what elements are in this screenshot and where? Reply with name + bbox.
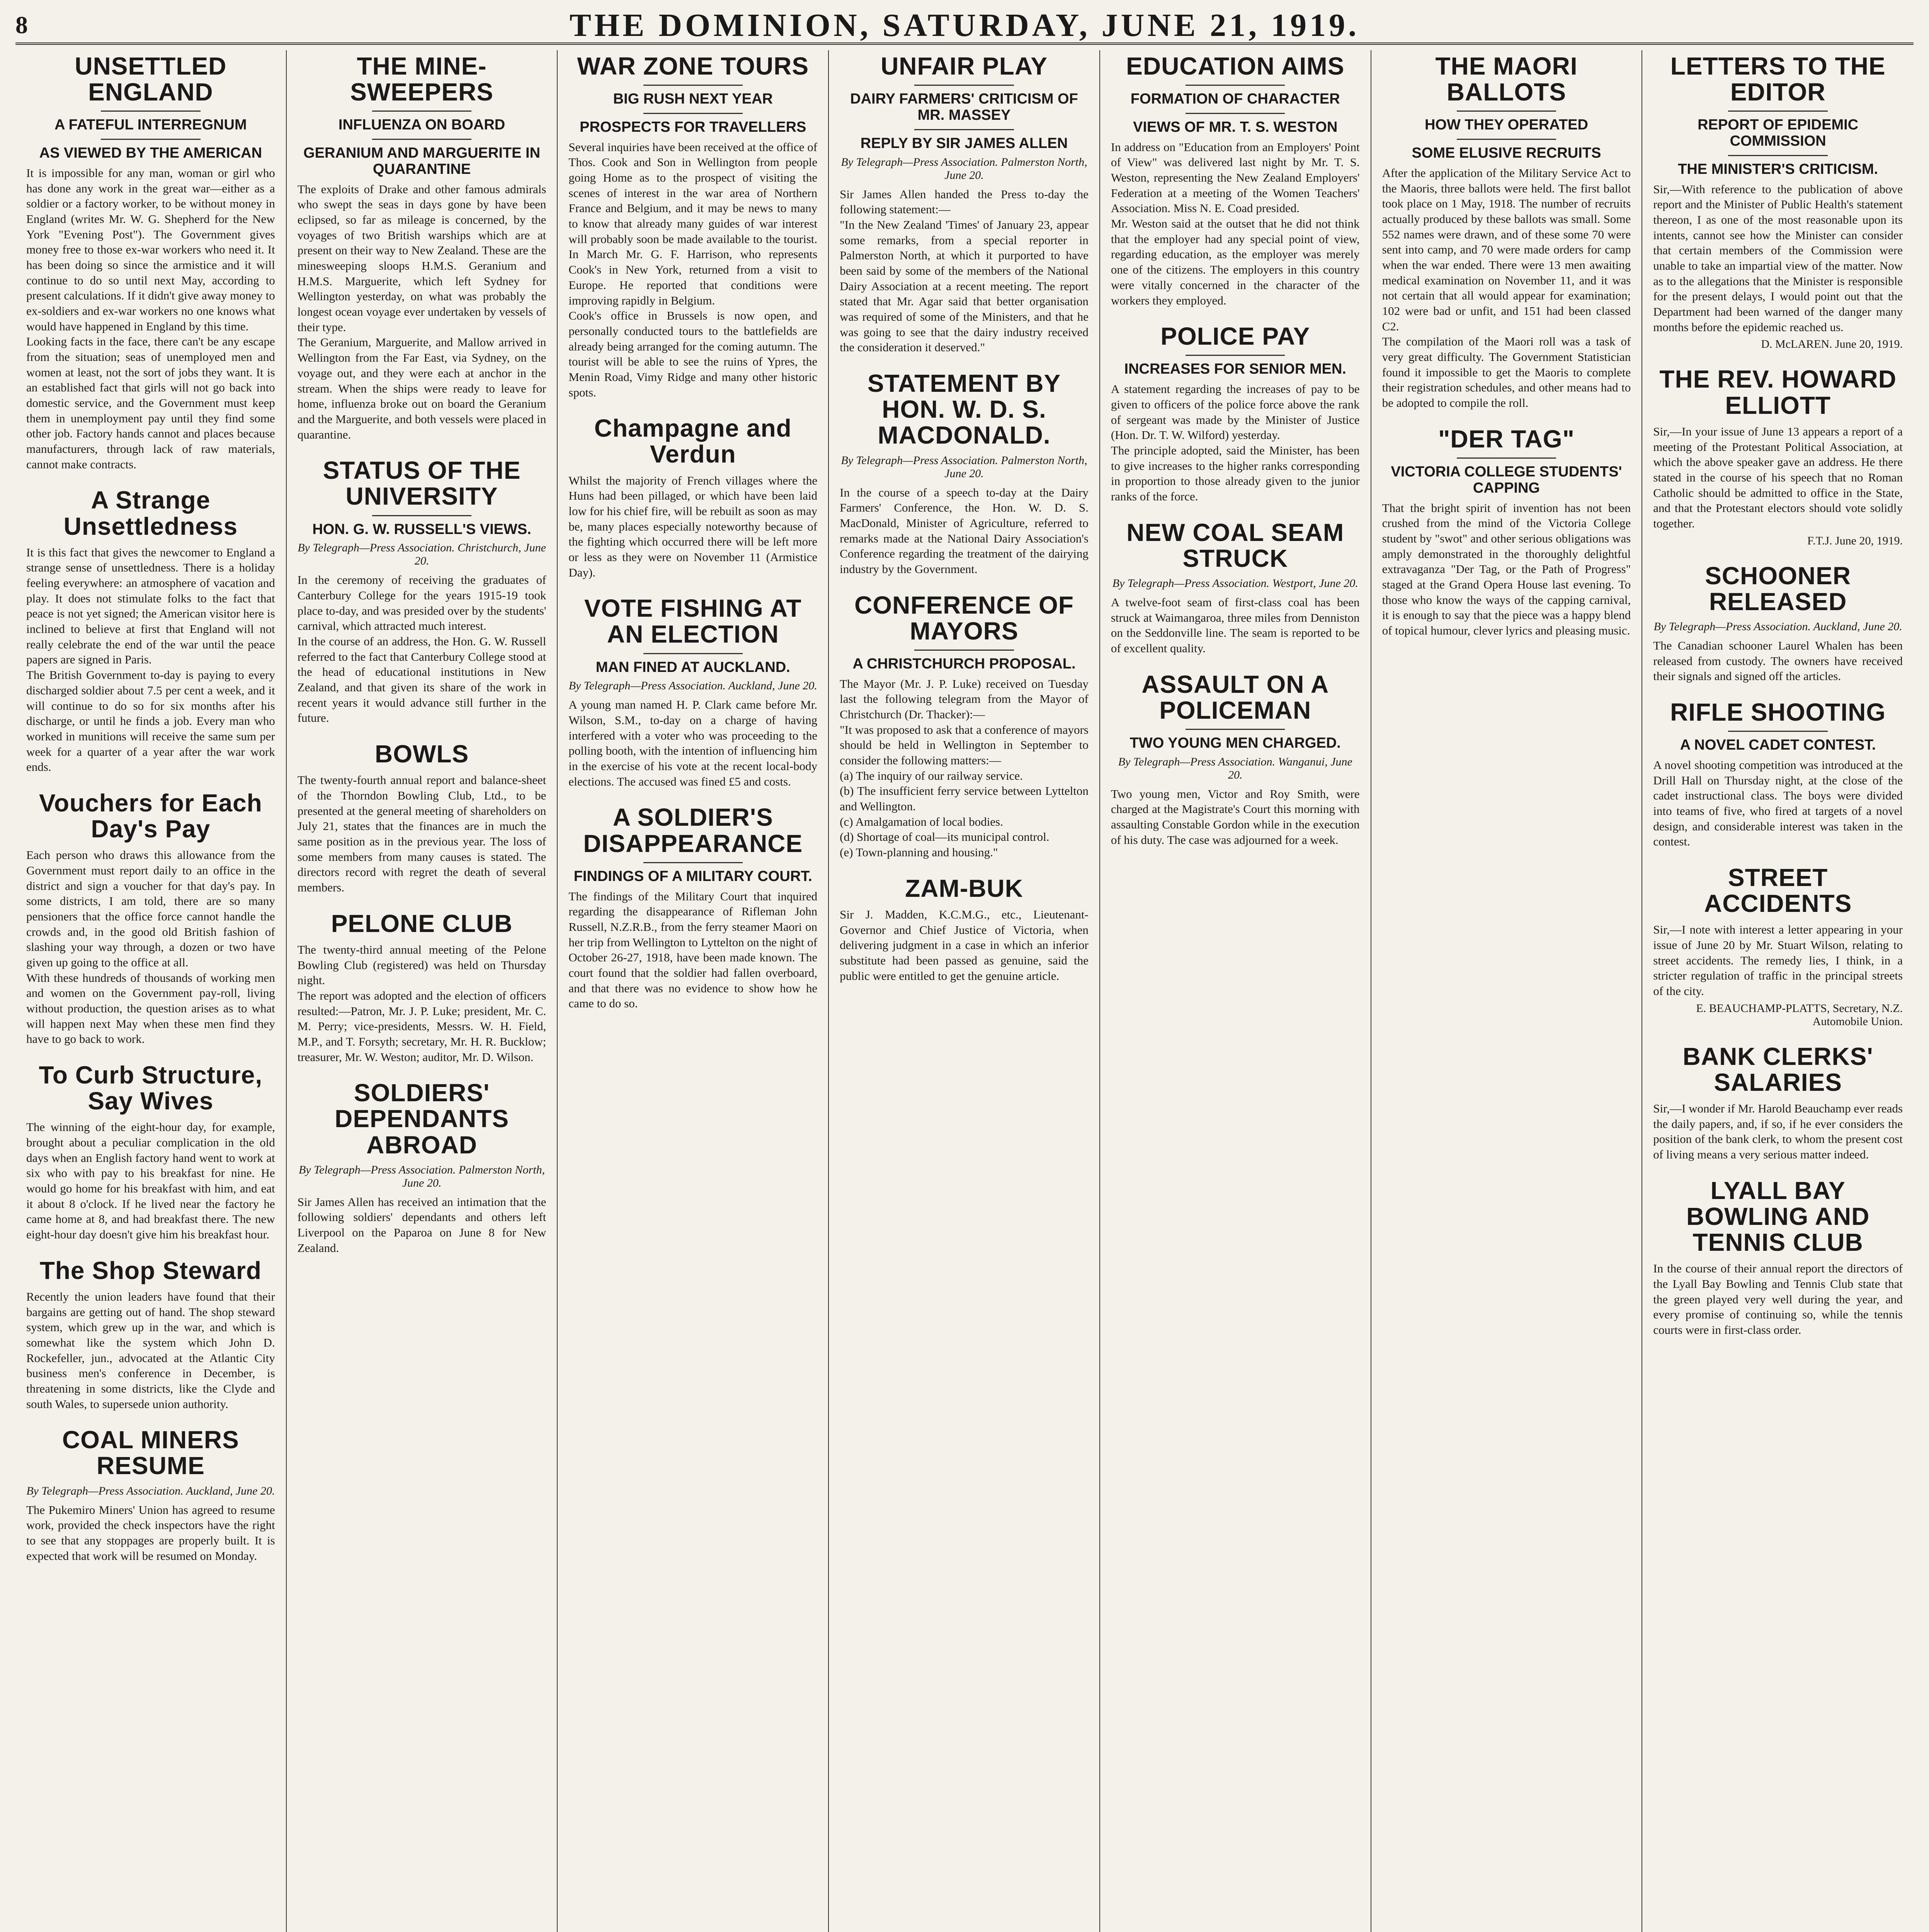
divider	[1186, 355, 1285, 356]
article	[1653, 1178, 1903, 1338]
headline: NEW COAL SEAM STRUCK	[1126, 518, 1344, 572]
article-body: Sir,—I wonder if Mr. Harold Beauchamp ever reads the daily papers, and, if so, if he ever considers the position of the bank clerk, to whom the present cost of living means a very serious matter indeed.	[1653, 1102, 1903, 1162]
headline: WAR ZONE TOURS	[577, 52, 809, 80]
divider	[101, 139, 200, 140]
article-body: Sir,—In your issue of June 13 appears a report of a meeting of the Protestant Political Association, at which the above speaker gave an address. He there stated in the course of his speech that no Roman Catholic should be admitted to office in the State, and that the Protestant electors should vote solidly together.	[1653, 424, 1903, 530]
headline: A SOLDIER'S DISAPPEARANCE	[583, 803, 803, 857]
byline: By Telegraph—Press Association. Auckland, June 20.	[26, 1484, 275, 1497]
subheading: FINDINGS OF A MILITARY COURT.	[573, 868, 812, 884]
article-body: Each person who draws this allowance from the Government must report daily to an office in the district and sign a voucher for that day's pay. In some districts, I am told, there are so many pensioners that the office force cannot handle the crowds and, in the good old British fashion of slashing your way through, a dozen or two have given up going to the office at all. With these hundreds of thousands of working men and women on the Government pay-roll, living without production, the question arises as to what will happen next May when these men find they have to go back to work.	[26, 848, 275, 1046]
divider	[643, 653, 743, 654]
headline: LETTERS TO THE EDITOR	[1670, 52, 1886, 106]
article-body: That the bright spirit of invention has not been crushed from the mind of the Victoria College student by "swot" and other serious obligations was amply demonstrated in the thoroughly delightful extravaganza "Der Tag, or the Path of Progress" staged at the Grand Opera House last evening. To those who know the ways of the capping carnival, it is enough to say that the piece was a happy blend of topical humour, clever lyrics and pleasing music.	[1382, 501, 1631, 637]
subheading: MAN FINED AT AUCKLAND.	[595, 659, 790, 675]
headline: The Shop Steward	[39, 1256, 262, 1284]
headline: POLICE PAY	[1160, 322, 1310, 350]
article	[840, 592, 1089, 860]
divider	[372, 139, 471, 140]
article-body: Sir James Allen has received an intimation that the following soldiers' dependants and others left Liverpool on the Paparoa on June 8 for New Zealand.	[297, 1195, 546, 1255]
subheading: A CHRISTCHURCH PROPOSAL.	[852, 655, 1076, 672]
headline: STATUS OF THE UNIVERSITY	[323, 456, 521, 510]
headline: COAL MINERS RESUME	[62, 1426, 239, 1480]
subheading: GERANIUM AND MARGUERITE IN QUARANTINE	[303, 145, 541, 177]
column-5	[1100, 50, 1371, 1932]
article	[1653, 366, 1903, 547]
headline: SOLDIERS' DEPENDANTS ABROAD	[335, 1079, 509, 1159]
byline: By Telegraph—Press Association. Auckland, June 20.	[1653, 620, 1902, 633]
article-body: Sir J. Madden, K.C.M.G., etc., Lieutenant-Governor and Chief Justice of Victoria, when delivering judgment in a case in which an inferior substitute had been passed as genuine, said the public were entitled to get the genuine article.	[840, 907, 1089, 983]
article	[1653, 865, 1903, 1028]
headline: Champagne and Verdun	[594, 414, 792, 468]
divider	[1186, 729, 1285, 730]
article	[1111, 520, 1360, 656]
headline: "DER TAG"	[1438, 425, 1575, 453]
headline: THE MINE-SWEEPERS	[350, 52, 493, 106]
article	[26, 1427, 275, 1563]
newspaper-title: THE DOMINION, SATURDAY, JUNE 21, 1919.	[569, 7, 1360, 43]
subheading: INCREASES FOR SENIOR MEN.	[1124, 361, 1346, 378]
headline: CONFERENCE OF MAYORS	[854, 591, 1074, 645]
subheading: VIEWS OF MR. T. S. WESTON	[1133, 119, 1338, 135]
divider	[914, 650, 1014, 651]
article	[1111, 672, 1360, 848]
article	[840, 53, 1089, 355]
article-body: Sir James Allen handed the Press to-day the following statement:— "In the New Zealand 'Times' of January 23, appear some remarks, from a special reporter in Palmerston North, at which it purported to have been said by some of the members of the National Dairy Association at a recent meeting. The report stated that Mr. Agar said that better organisation was required of some of the Ministers, and that he was going to see that the dairy industry received the consideration it deserved."	[840, 187, 1089, 354]
headline: A Strange Unsettledness	[63, 486, 238, 540]
article	[568, 595, 817, 789]
headline: To Curb Structure, Say Wives	[39, 1061, 263, 1115]
divider	[643, 862, 743, 863]
divider	[1728, 155, 1828, 156]
subheading: AS VIEWED BY THE AMERICAN	[39, 145, 262, 162]
byline: By Telegraph—Press Association. Westport, June 20.	[1112, 577, 1358, 590]
headline: BOWLS	[374, 740, 469, 768]
article-body: A statement regarding the increases of pay to be given to officers of the police force above the rank of sergeant was made by the Minister of Justice (Hon. Dr. T. W. Wilford) yesterday. The principle adopted, said the Minister, has been to give increases to the higher ranks corresponding in proportion to those already given to the junior ranks of the force.	[1111, 382, 1360, 503]
divider	[101, 111, 200, 112]
article-body: The findings of the Military Court that inquired regarding the disappearance of Rifleman John Russell, N.Z.R.B., from the ferry steamer Maori on her trip from Wellington to Lyttelton on the night of October 26-27, 1918, have been made known. The court found that the soldier had fallen overboard, and that there was no evidence to show how he came to do so.	[568, 889, 818, 1010]
article-body: Whilst the majority of French villages where the Huns had been pillaged, or which have been laid low for his chief fire, will be rebuilt as soon as may be, many places especially noteworthy because of the fighting which occurred there will be left more or less as they were on November 11 (Armistice Day).	[568, 473, 818, 579]
column-4	[829, 50, 1100, 1932]
column-1	[15, 50, 287, 1932]
subheading: HOW THEY OPERATED	[1424, 117, 1588, 133]
byline: By Telegraph—Press Association. Auckland, June 20.	[568, 679, 817, 692]
divider	[1728, 111, 1828, 112]
subheading: BIG RUSH NEXT YEAR	[613, 91, 773, 107]
byline: By Telegraph—Press Association. Wanganui, June 20.	[1118, 755, 1352, 781]
headline: PELONE CLUB	[331, 909, 513, 937]
article	[1382, 53, 1631, 411]
subheading: VICTORIA COLLEGE STUDENTS' CAPPING	[1391, 463, 1622, 496]
article	[298, 457, 546, 726]
article-body: Several inquiries have been received at the office of Thos. Cook and Son in Wellington from people going Home as to the prospect of visiting the scenes of interest in the war area of Northern France and Belgium, and it may be news to many to know that already many guides of war interest will probably soon be made available to the tourist. In March Mr. G. F. Harrison, who represents Cook's in New York, returned from a visit to Europe. He reported that conditions were improving rapidly in Belgium. Cook's office in Brussels is now open, and personally conducted tours to the battlefields are already being arranged for the coming autumn. The tourist will be able to see the ruins of Ypres, the Menin Road, Vimy Ridge and many other historic spots.	[568, 140, 818, 399]
article	[298, 741, 546, 895]
subheading: A FATEFUL INTERREGNUM	[54, 117, 247, 133]
article-body: The Pukemiro Miners' Union has agreed to resume work, provided the check inspectors have the right to see that any stoppages are properly built. It is expected that work will be resumed on Monday.	[26, 1503, 275, 1563]
article-body: A young man named H. P. Clark came before Mr. Wilson, S.M., to-day on a charge of having interfered with a voter who was proceeding to the polling booth, with the intention of influencing him in the exercise of his vote at the recent local-body elections. The accused was fined £5 and costs.	[568, 698, 818, 788]
article-body: Recently the union leaders have found that their bargains are getting out of hand. The shop steward system, which grew up in the war, and which is somewhat like the system which John D. Rockefeller, jun., advocated at the Atlantic City business men's conference in December, is threatening in some districts, like the Clyde and south Wales, to supersede union authority.	[26, 1289, 275, 1411]
headline: EDUCATION AIMS	[1126, 52, 1345, 80]
signature: D. McLAREN. June 20, 1919.	[1761, 338, 1903, 351]
article-body: In the ceremony of receiving the graduates of Canterbury College for the years 1915-19 took place to-day, and was presided over by the students' carnival, which attracted much interest. In the course of an address, the Hon. G. W. Russell referred to the fact that Canterbury College stood at the head of educational institutions in New Zealand, and that given its share of the work in recent years it would advance still further in the future.	[297, 573, 546, 725]
article	[26, 53, 275, 472]
article	[568, 415, 817, 580]
article	[568, 53, 817, 400]
article	[26, 1258, 275, 1412]
article	[26, 487, 275, 774]
headline: VOTE FISHING AT AN ELECTION	[584, 594, 802, 648]
masthead	[15, 8, 1914, 45]
article	[840, 876, 1089, 984]
article	[1111, 323, 1360, 504]
article-body: The twenty-third annual meeting of the Pelone Bowling Club (registered) was held on Thursday night. The report was adopted and the election of officers resulted:—Patron, Mr. J. P. Luke; president, Mr. C. M. Perry; vice-presidents, Messrs. W. H. Field, M.P., and T. Forsyth; secretary, Mr. H. R. Bucklow; treasurer, Mr. W. Weston; auditor, Mr. D. Wilson.	[297, 942, 546, 1064]
subheading: DAIRY FARMERS' CRITICISM OF MR. MASSEY	[850, 91, 1078, 123]
article-body: The Canadian schooner Laurel Whalen has been released from custody. The owners have received their signals and signed off the articles.	[1653, 638, 1903, 683]
divider	[1457, 457, 1556, 459]
newspaper-columns	[15, 50, 1914, 1932]
article-body: Two young men, Victor and Roy Smith, were charged at the Magistrate's Court this morning with assaulting Constable Gordon while in the execution of his duty. The case was adjourned for a week.	[1111, 787, 1360, 847]
column-2	[287, 50, 558, 1932]
article	[1653, 1044, 1903, 1162]
divider	[914, 85, 1014, 86]
headline: RIFLE SHOOTING	[1670, 698, 1886, 726]
article	[26, 1062, 275, 1242]
headline: LYALL BAY BOWLING AND TENNIS CLUB	[1686, 1176, 1870, 1257]
divider	[372, 515, 471, 516]
article-body: Sir,—I note with interest a letter appearing in your issue of June 20 by Mr. Stuart Wilson, relating to street accidents. The remedy lies, I think, in a stricter regulation of traffic in the principal streets of the city.	[1653, 923, 1903, 998]
divider	[914, 129, 1014, 130]
headline: Vouchers for Each Day's Pay	[39, 789, 262, 843]
divider	[643, 113, 743, 114]
byline: By Telegraph—Press Association. Palmerston North, June 20.	[841, 155, 1087, 182]
divider	[643, 85, 743, 86]
article-body: The winning of the eight-hour day, for example, brought about a peculiar complication in the old days when an English factory hand went to work at six who with pay to his breakfast for nine. He would go home for his breakfast with him, and eat it about 8 o'clock. If he lived near the factory he came home at 8, and had breakfast there. The new eight-hour day doesn't give him his breakfast hour.	[26, 1120, 275, 1242]
headline: UNFAIR PLAY	[881, 52, 1048, 80]
page-number: 8	[15, 11, 28, 39]
article-body: A twelve-foot seam of first-class coal has been struck at Waimangaroa, three miles from Denniston on the Seddonville line. The seam is reported to be of excellent quality.	[1111, 595, 1360, 655]
headline: ZAM-BUK	[905, 874, 1023, 902]
article-body: In address on "Education from an Employers' Point of View" was delivered last night by Mr. T. S. Weston, representing the New Zealand Employers' Federation at a meeting of the Women Teachers' Association. Miss N. E. Coad presided. Mr. Weston said at the outset that he did not think that the employer had any special point of view, regarding education, as the employer was merely one of the citizens. The employers in this country were vitally concerned in the character of the workers they employed.	[1111, 140, 1360, 307]
headline: SCHOONER RELEASED	[1705, 561, 1851, 616]
subheading: TWO YOUNG MEN CHARGED.	[1130, 735, 1341, 751]
byline: By Telegraph—Press Association. Palmerston North, June 20.	[298, 1163, 545, 1189]
article-body: It is impossible for any man, woman or girl who has done any work in the great war—either as a soldier or a factory worker, to be without money in England (writes Mr. W. G. Shepherd for the New York "Evening Post"). The Government gives money free to those ex-war workers who need it. It has been doing so since the armistice and it will continue to do so until next May, according to present calculations. If it didn't give away money to ex-soldiers and ex-war workers no one knows what would have happened in England by this time. Looking facts in the face, there can't be any escape from the situation; seas of unemployed men and women at least, not the sort of jobs they want. It is an established fact that girls will not go back into domestic service, and the Government must keep them in unemployment pay until they find some other job. Factory hands cannot and places because manufacturers, through lack of raw materials, cannot make contracts.	[26, 166, 275, 471]
article	[1653, 53, 1903, 351]
headline: STREET ACCIDENTS	[1704, 863, 1852, 918]
byline: By Telegraph—Press Association. Palmerston North, June 20.	[841, 454, 1087, 480]
headline: BANK CLERKS' SALARIES	[1682, 1042, 1873, 1096]
article-body: The twenty-fourth annual report and balance-sheet of the Thorndon Bowling Club, Ltd., to be presented at the general meeting of shareholders on July 21, states that the finances are in much the same position as in the previous year. The loss of some members from many causes is stated. The directors record with regret the death of several members.	[297, 773, 546, 894]
article	[1382, 426, 1631, 638]
column-3	[558, 50, 829, 1932]
divider	[1457, 111, 1556, 112]
byline: By Telegraph—Press Association. Christchurch, June 20.	[298, 541, 546, 568]
article-body: The exploits of Drake and other famous admirals who swept the seas in days gone by have been eclipsed, so far as mileage is concerned, by the voyages of two British warships which are at present on their way to New Zealand. These are the minesweeping sloops H.M.S. Geranium and H.M.S. Marguerite, which left Sydney for Wellington yesterday, on what was probably the longest ocean voyage ever undertaken by vessels of their type. The Geranium, Marguerite, and Mallow arrived in Wellington from the Far East, via Sydney, on the voyage out, and they were each at anchor in the stream. When the ships were ready to leave for home, influenza broke out on board the Geranium and the Marguerite, and both vessels were placed in quarantine.	[297, 182, 546, 441]
signature: F.T.J. June 20, 1919.	[1807, 534, 1903, 547]
article-body: A novel shooting competition was introduced at the Drill Hall on Thursday night, at the close of the cadet instructional class. The boys were divided into teams of five, who fired at targets of a novel design, and considerable interest was taken in the contest.	[1653, 758, 1903, 849]
column-6	[1371, 50, 1643, 1932]
subheading: HON. G. W. RUSSELL'S VIEWS.	[312, 521, 531, 537]
article	[1111, 53, 1360, 308]
headline: THE REV. HOWARD ELLIOTT	[1659, 365, 1897, 419]
article	[840, 371, 1089, 577]
article	[1653, 699, 1903, 849]
headline: STATEMENT BY HON. W. D. S. MACDONALD.	[867, 369, 1061, 449]
column-7	[1642, 50, 1914, 1932]
subheading: REPORT OF EPIDEMIC COMMISSION	[1698, 117, 1859, 150]
article-body: In the course of their annual report the directors of the Lyall Bay Bowling and Tennis Club state that the green played very well during the year, and every promise of continuing so, while the tennis courts were in first-class order.	[1653, 1262, 1903, 1337]
article	[568, 804, 817, 1011]
divider	[1186, 85, 1285, 86]
article	[298, 53, 546, 442]
headline: ASSAULT ON A POLICEMAN	[1141, 670, 1329, 724]
signature: E. BEAUCHAMP-PLATTS, Secretary, N.Z. Automobile Union.	[1696, 1002, 1903, 1028]
article	[298, 911, 546, 1065]
subheading: PROSPECTS FOR TRAVELLERS	[580, 119, 806, 135]
divider	[1728, 731, 1828, 732]
article-body: Sir,—With reference to the publication of above report and the Minister of Public Health's statement thereon, I as one of the most reasonable upon its intents, cannot see how the Minister can consider that certain members of the Commission were unable to take an impartial view of the matter. Now as to the allegations that the Minister is responsible for the present delays, I would point out that the Department had been warned of the danger many months before the epidemic reached us.	[1653, 182, 1903, 334]
subheading: REPLY BY SIR JAMES ALLEN	[860, 135, 1068, 151]
subheading: A NOVEL CADET CONTEST.	[1680, 737, 1876, 753]
article-body: After the application of the Military Service Act to the Maoris, three ballots were held. The first ballot took place on 1 May, 1918. The number of recruits actually produced by these ballots was small. Some 552 names were drawn, and of these some 70 were sent into camp, and 70 were made orders for camp when the war ended. There were 13 men awaiting medical examination on November 11, and it was not certain that all would appear for examination; 102 were bad or unfit, and 151 had been classed C2. The compilation of the Maori roll was a task of very great difficulty. The Government Statistician found it impossible to get the Maoris to complete their registration schedules, and other means had to be adopted to compile the roll.	[1382, 166, 1631, 410]
headline: UNSETTLED ENGLAND	[75, 52, 227, 106]
subheading: FORMATION OF CHARACTER	[1130, 91, 1340, 107]
article-body: The Mayor (Mr. J. P. Luke) received on Tuesday last the following telegram from the Mayor of Christchurch (Dr. Thacker):— "It was proposed to ask that a conference of mayors should be held in Wellington in September to consider the following matters:— (a) The inquiry of our railway service. (b) The insufficient ferry service between Lyttelton and Wellington. (c) Amalgamation of local bodies. (d) Shortage of coal—its municipal control. (e) Town-planning and housing."	[840, 677, 1089, 859]
article-body: It is this fact that gives the newcomer to England a strange sense of unsettledness. There is a holiday feeling everywhere: an atmosphere of vacation and play. It does not stimulate folks to the fact that peace is not yet signed; the American visitor here is inclined to believe at first that England will not really celebrate the end of the war until the peace papers are signed in Paris. The British Government to-day is paying to every discharged soldier about 7.5 per cent a week, and it will continue to do so for six months after his discharge, or until he finds a job. Every man who worked in munitions will receive the same sum per week for a quarter of a year after the war work ends.	[26, 545, 275, 774]
article	[1653, 563, 1903, 684]
article	[26, 790, 275, 1047]
headline: THE MAORI BALLOTS	[1435, 52, 1578, 106]
subheading: SOME ELUSIVE RECRUITS	[1412, 145, 1601, 162]
article	[298, 1080, 546, 1255]
article-body: In the course of a speech to-day at the Dairy Farmers' Conference, the Hon. W. D. S. MacDonald, Minister of Agriculture, referred to remarks made at the National Dairy Association's Conference regarding the treatment of the dairying industry by the Government.	[840, 485, 1089, 576]
divider	[1457, 139, 1556, 140]
divider	[372, 111, 471, 112]
subheading: THE MINISTER'S CRITICISM.	[1678, 161, 1878, 177]
subheading: INFLUENZA ON BOARD	[338, 117, 505, 133]
divider	[1186, 113, 1285, 114]
